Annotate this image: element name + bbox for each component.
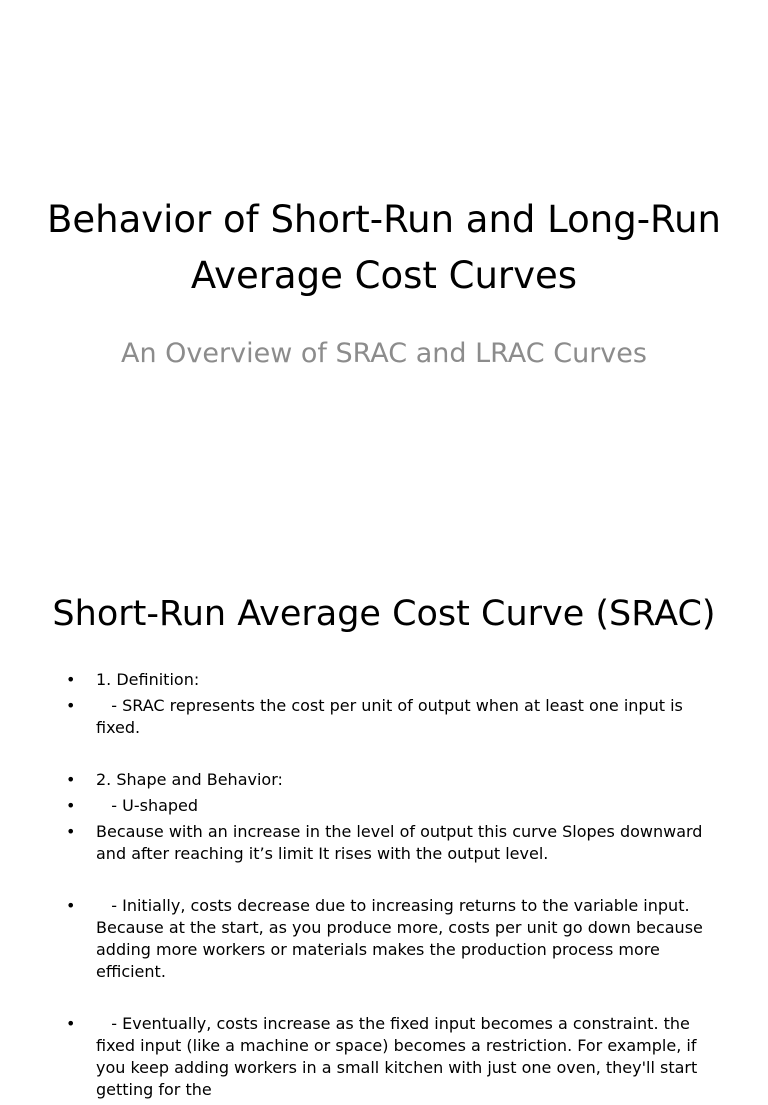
slide-title-heading: Behavior of Short-Run and Long-Run Average Cost Curves <box>46 198 722 297</box>
list-item-text: - Initially, costs decrease due to increasing returns to the variable input. Because at the start, as you produce more, costs per unit go down because adding more workers or materials makes the production process more efficient. <box>96 896 708 981</box>
list-item <box>64 1013 714 1101</box>
bullet-list <box>64 669 714 1105</box>
bullet-dot: • <box>66 822 76 841</box>
bullet-dot: • <box>66 670 76 689</box>
list-item <box>64 769 714 791</box>
list-item-text: - SRAC represents the cost per unit of output when at least one input is fixed. <box>96 696 688 737</box>
list-item <box>64 821 714 865</box>
list-item <box>64 695 714 739</box>
bullet-dot: • <box>66 696 76 715</box>
slide-srac-heading: Short-Run Average Cost Curve (SRAC) <box>52 594 716 634</box>
bullet-dot: • <box>66 1014 76 1033</box>
list-item-text: - Eventually, costs increase as the fixed input becomes a constraint. the fixed input (like a machine or space) becomes a restriction. For example, if you keep adding workers in a small kitchen with just one oven, they'll start getting for the <box>96 1014 703 1099</box>
list-item-text: 2. Shape and Behavior: <box>96 770 283 789</box>
bullet-dot: • <box>66 896 76 915</box>
list-item-text: Because with an increase in the level of output this curve Slopes downward and after reaching it’s limit It rises with the output level. <box>96 822 703 863</box>
list-item <box>64 895 714 983</box>
list-item <box>64 795 714 817</box>
bullet-dot: • <box>66 796 76 815</box>
list-item-text: 1. Definition: <box>96 670 200 689</box>
slide-subtitle: An Overview of SRAC and LRAC Curves <box>121 338 647 369</box>
list-item <box>64 669 714 691</box>
list-item-text: - U-shaped <box>96 796 199 815</box>
bullet-dot: • <box>66 770 76 789</box>
slide-srac <box>0 576 768 1099</box>
